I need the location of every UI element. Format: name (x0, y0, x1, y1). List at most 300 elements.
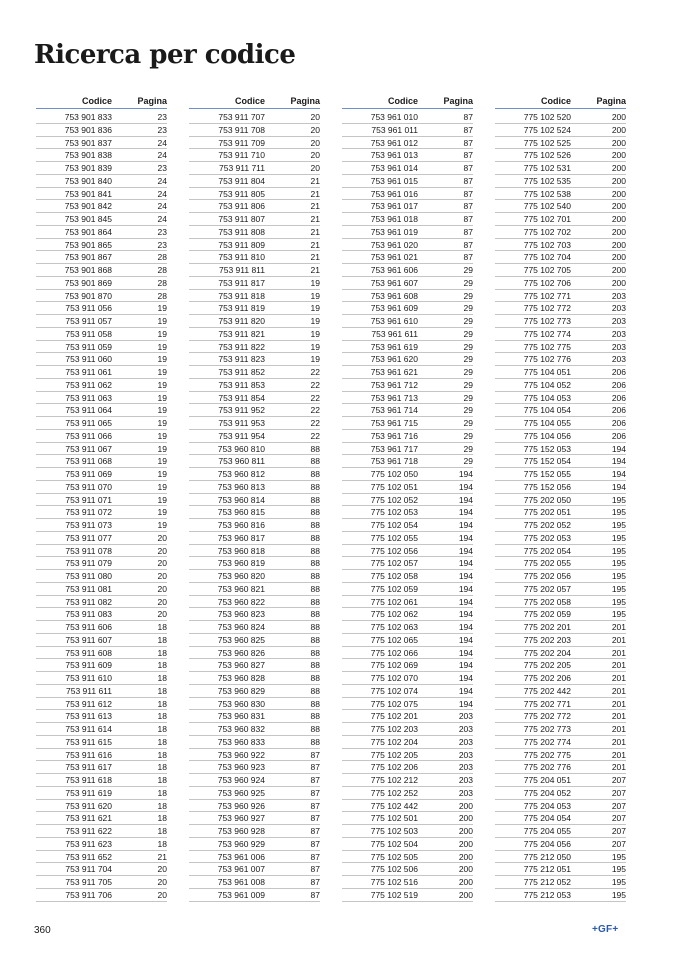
code-cell: 775 102 442 (370, 800, 418, 811)
page-cell: 29 (463, 316, 473, 326)
page-cell: 19 (157, 354, 167, 365)
code-cell: 775 102 066 (370, 647, 418, 658)
table-row (36, 596, 167, 609)
page-cell: 200 (611, 277, 626, 288)
table-row (36, 634, 167, 647)
table-row (36, 366, 167, 379)
page-cell: 203 (458, 749, 473, 760)
page-cell: 21 (310, 239, 320, 250)
page-cell: 20 (157, 532, 167, 543)
code-cell: 775 102 771 (523, 290, 571, 301)
page-cell: 206 (611, 379, 626, 390)
table-row (342, 200, 473, 213)
page-cell: 19 (157, 507, 167, 518)
code-cell: 753 960 827 (217, 660, 265, 671)
code-cell: 753 911 606 (65, 622, 112, 632)
code-cell: 775 212 052 (523, 877, 571, 887)
code-cell: 753 961 609 (370, 303, 418, 314)
page-cell: 207 (611, 826, 626, 836)
page-cell: 203 (611, 316, 626, 326)
code-cell: 753 960 922 (217, 749, 265, 760)
table-row (36, 532, 167, 545)
table-row (36, 251, 167, 264)
code-cell: 775 204 055 (523, 826, 571, 836)
code-cell: 753 911 806 (218, 201, 265, 212)
code-cell: 775 202 205 (523, 660, 571, 671)
code-cell: 753 911 066 (65, 430, 112, 441)
page-cell: 19 (157, 456, 167, 467)
page-cell: 18 (157, 826, 167, 836)
page-cell: 24 (157, 201, 167, 212)
page-cell: 194 (458, 622, 473, 632)
table-row (495, 621, 626, 634)
page-cell: 88 (310, 724, 320, 734)
code-cell: 753 961 607 (370, 277, 418, 288)
page-cell: 18 (157, 685, 167, 696)
table-row (495, 251, 626, 264)
code-cell: 753 911 059 (65, 341, 112, 352)
code-header: Codice (234, 96, 265, 106)
page-cell: 18 (157, 813, 167, 824)
code-cell: 753 961 011 (371, 124, 418, 135)
page-cell: 87 (310, 762, 320, 773)
code-cell: 753 961 006 (217, 851, 265, 862)
page-cell: 22 (310, 367, 320, 377)
table-row (36, 328, 167, 341)
table-row (495, 239, 626, 252)
table-row (495, 226, 626, 239)
page-cell: 88 (310, 622, 320, 632)
page-cell: 20 (157, 596, 167, 607)
page-cell: 194 (458, 507, 473, 518)
page-cell: 194 (458, 532, 473, 543)
page-cell: 18 (157, 800, 167, 811)
page-cell: 201 (611, 634, 626, 645)
page-cell: 19 (157, 481, 167, 492)
table-row (36, 175, 167, 188)
code-cell: 753 911 804 (218, 175, 265, 186)
code-cell: 753 960 829 (217, 685, 265, 696)
table-row (189, 774, 320, 787)
code-cell: 753 961 018 (370, 214, 418, 224)
page-cell: 195 (611, 571, 626, 581)
code-cell: 753 961 620 (370, 354, 418, 365)
table-row (189, 710, 320, 723)
page-cell: 194 (458, 583, 473, 594)
page-cell: 203 (611, 328, 626, 339)
page-cell: 203 (458, 724, 473, 734)
code-cell: 753 961 714 (370, 405, 418, 416)
page-cell: 29 (463, 405, 473, 416)
table-row (495, 468, 626, 481)
code-cell: 775 102 703 (523, 239, 571, 250)
page-cell: 19 (157, 379, 167, 390)
table-row (189, 315, 320, 328)
code-cell: 753 911 067 (65, 443, 112, 454)
code-cell: 775 102 075 (370, 698, 418, 709)
page-cell: 19 (310, 277, 320, 288)
code-cell: 775 102 520 (523, 112, 571, 122)
code-cell: 753 911 062 (65, 379, 112, 390)
table-row (36, 570, 167, 583)
page-cell: 88 (310, 736, 320, 747)
table-row (189, 876, 320, 889)
code-cell: 753 911 704 (65, 864, 112, 875)
table-row (342, 111, 473, 124)
table-row (36, 353, 167, 366)
table-row (495, 353, 626, 366)
code-cell: 775 104 052 (523, 379, 571, 390)
table-column-4 (495, 94, 626, 902)
page-cell: 24 (157, 137, 167, 148)
code-cell: 775 202 051 (523, 507, 571, 518)
table-row (36, 443, 167, 456)
table-row (495, 124, 626, 137)
code-cell: 753 901 841 (64, 188, 112, 199)
table-row (495, 570, 626, 583)
table-row (36, 698, 167, 711)
page-cell: 195 (611, 583, 626, 594)
table-row (189, 455, 320, 468)
page-header: Pagina (137, 96, 167, 106)
table-row (495, 672, 626, 685)
page-cell: 19 (310, 341, 320, 352)
page-cell: 87 (310, 864, 320, 875)
code-cell: 753 961 016 (370, 188, 418, 199)
code-cell: 775 102 054 (370, 520, 418, 530)
page-cell: 200 (611, 150, 626, 161)
code-cell: 753 911 623 (65, 838, 112, 849)
table-row (495, 545, 626, 558)
table-row (342, 353, 473, 366)
code-cell: 753 911 809 (218, 239, 265, 250)
table-row (495, 710, 626, 723)
code-cell: 753 960 815 (217, 507, 265, 518)
table-row (189, 162, 320, 175)
code-cell: 775 102 702 (523, 226, 571, 237)
code-cell: 775 102 252 (370, 787, 418, 798)
page-cell: 88 (310, 469, 320, 479)
page-cell: 87 (310, 889, 320, 900)
code-cell: 775 202 054 (523, 545, 571, 556)
code-cell: 753 961 013 (370, 150, 418, 161)
code-cell: 775 212 051 (523, 864, 571, 875)
page-cell: 200 (611, 226, 626, 237)
table-header (36, 94, 167, 109)
code-cell: 753 911 608 (65, 647, 112, 658)
code-cell: 753 960 832 (217, 724, 265, 734)
code-cell: 753 911 705 (65, 877, 112, 887)
page-cell: 88 (310, 494, 320, 505)
table-row (342, 749, 473, 762)
code-cell: 775 102 050 (370, 469, 418, 479)
table-row (36, 889, 167, 902)
table-row (342, 825, 473, 838)
code-cell: 775 102 773 (523, 316, 571, 326)
page-cell: 88 (310, 698, 320, 709)
code-cell: 753 960 927 (217, 813, 265, 824)
page-cell: 87 (310, 775, 320, 785)
code-cell: 775 102 062 (370, 609, 418, 620)
code-cell: 753 911 080 (65, 571, 112, 581)
page-cell: 201 (611, 698, 626, 709)
table-row (36, 863, 167, 876)
table-row (495, 863, 626, 876)
table-row (342, 188, 473, 201)
page-cell: 21 (310, 226, 320, 237)
page-cell: 203 (611, 354, 626, 365)
page-cell: 201 (611, 736, 626, 747)
page-cell: 87 (463, 239, 473, 250)
page-cell: 88 (310, 456, 320, 467)
table-row (189, 685, 320, 698)
table-row (495, 825, 626, 838)
page-cell: 19 (157, 405, 167, 416)
table-row (495, 290, 626, 303)
code-cell: 753 961 712 (370, 379, 418, 390)
table-row (36, 290, 167, 303)
table-row (495, 137, 626, 150)
page-cell: 22 (310, 418, 320, 428)
page-cell: 207 (611, 775, 626, 785)
table-row (495, 634, 626, 647)
page-cell: 201 (611, 660, 626, 671)
page-cell: 203 (611, 341, 626, 352)
table-row (495, 685, 626, 698)
code-cell: 775 202 773 (523, 724, 571, 734)
code-cell: 775 102 204 (370, 736, 418, 747)
code-cell: 775 212 053 (523, 889, 571, 900)
code-cell: 775 102 772 (523, 303, 571, 314)
table-row (36, 672, 167, 685)
code-cell: 753 901 837 (64, 137, 112, 148)
code-cell: 775 152 055 (523, 469, 571, 479)
table-row (189, 851, 320, 864)
page-cell: 29 (463, 277, 473, 288)
page-header: Pagina (443, 96, 473, 106)
code-cell: 753 901 836 (64, 124, 112, 135)
code-cell: 753 911 822 (218, 341, 265, 352)
table-row (342, 328, 473, 341)
page-cell: 20 (157, 889, 167, 900)
code-cell: 753 911 063 (65, 392, 112, 403)
code-cell: 753 911 706 (65, 889, 112, 900)
table-row (342, 545, 473, 558)
code-cell: 753 960 826 (217, 647, 265, 658)
page-cell: 201 (611, 673, 626, 683)
code-cell: 753 911 058 (65, 328, 112, 339)
code-cell: 753 911 060 (65, 354, 112, 365)
code-cell: 753 911 952 (218, 405, 265, 416)
table-row (189, 226, 320, 239)
table-row (189, 392, 320, 405)
page-cell: 20 (157, 571, 167, 581)
code-cell: 753 961 019 (370, 226, 418, 237)
table-row (189, 188, 320, 201)
code-cell: 753 911 064 (65, 405, 112, 416)
table-row (495, 277, 626, 290)
page-cell: 194 (458, 685, 473, 696)
page-cell: 200 (611, 265, 626, 275)
code-cell: 775 202 442 (523, 685, 571, 696)
table-row (36, 341, 167, 354)
page-cell: 195 (611, 851, 626, 862)
table-row (342, 710, 473, 723)
page-cell: 195 (611, 494, 626, 505)
page-cell: 24 (157, 188, 167, 199)
page-cell: 24 (157, 214, 167, 224)
table-row (36, 749, 167, 762)
code-cell: 753 901 833 (64, 112, 112, 122)
page-cell: 20 (310, 124, 320, 135)
page-cell: 18 (157, 724, 167, 734)
table-row (342, 430, 473, 443)
page-cell: 87 (463, 124, 473, 135)
code-cell: 753 911 077 (65, 532, 112, 543)
table-row (36, 468, 167, 481)
code-cell: 753 960 830 (217, 698, 265, 709)
code-cell: 753 911 079 (65, 558, 112, 569)
table-row (36, 647, 167, 660)
table-row (36, 302, 167, 315)
code-cell: 775 104 051 (523, 367, 571, 377)
table-row (189, 302, 320, 315)
table-row (342, 838, 473, 851)
code-cell: 775 102 701 (523, 214, 571, 224)
table-row (36, 239, 167, 252)
code-cell: 753 911 818 (218, 290, 265, 301)
table-row (495, 302, 626, 315)
table-row (495, 392, 626, 405)
code-cell: 753 901 867 (64, 252, 112, 263)
page-cell: 201 (611, 724, 626, 734)
table-row (36, 506, 167, 519)
page-cell: 206 (611, 430, 626, 441)
table-row (342, 596, 473, 609)
page-cell: 23 (157, 112, 167, 122)
page-cell: 18 (157, 622, 167, 632)
code-cell: 753 911 652 (65, 851, 112, 862)
code-cell: 753 960 819 (217, 558, 265, 569)
code-cell: 775 102 706 (523, 277, 571, 288)
table-rows (342, 111, 473, 902)
code-cell: 753 911 817 (218, 277, 265, 288)
table-row (36, 277, 167, 290)
code-cell: 775 102 058 (370, 571, 418, 581)
code-cell: 775 102 053 (370, 507, 418, 518)
page-cell: 87 (310, 838, 320, 849)
table-row (342, 494, 473, 507)
page-cell: 29 (463, 341, 473, 352)
page-cell: 21 (310, 175, 320, 186)
page-cell: 194 (611, 443, 626, 454)
page-cell: 22 (310, 430, 320, 441)
code-cell: 753 961 716 (370, 430, 418, 441)
code-cell: 753 961 012 (370, 137, 418, 148)
page-cell: 19 (157, 341, 167, 352)
table-row (189, 277, 320, 290)
table-row (189, 379, 320, 392)
page-cell: 29 (463, 290, 473, 301)
code-cell: 775 202 201 (523, 622, 571, 632)
page-cell: 206 (611, 405, 626, 416)
page-cell: 19 (157, 328, 167, 339)
table-row (36, 404, 167, 417)
table-row (342, 736, 473, 749)
table-row (342, 315, 473, 328)
table-rows (36, 111, 167, 902)
code-header: Codice (540, 96, 571, 106)
code-cell: 753 911 613 (65, 711, 112, 722)
code-cell: 775 152 053 (523, 443, 571, 454)
code-cell: 753 911 061 (65, 367, 112, 377)
code-cell: 775 102 504 (370, 838, 418, 849)
table-row (342, 137, 473, 150)
page-cell: 203 (611, 303, 626, 314)
page-cell: 195 (611, 532, 626, 543)
table-row (495, 264, 626, 277)
code-cell: 753 901 864 (64, 226, 112, 237)
page-cell: 88 (310, 520, 320, 530)
page-cell: 29 (463, 367, 473, 377)
table-row (342, 341, 473, 354)
code-cell: 753 911 610 (65, 673, 112, 683)
table-row (189, 889, 320, 902)
code-cell: 775 104 056 (523, 430, 571, 441)
code-cell: 775 102 065 (370, 634, 418, 645)
table-row (495, 213, 626, 226)
page-cell: 29 (463, 303, 473, 314)
table-row (342, 290, 473, 303)
code-cell: 753 960 925 (217, 787, 265, 798)
table-row (189, 200, 320, 213)
table-row (36, 455, 167, 468)
page-cell: 21 (310, 214, 320, 224)
page-cell: 207 (611, 800, 626, 811)
page-cell: 19 (157, 418, 167, 428)
table-row (342, 251, 473, 264)
page-cell: 194 (458, 698, 473, 709)
page-cell: 18 (157, 787, 167, 798)
code-header: Codice (387, 96, 418, 106)
code-cell: 753 960 813 (217, 481, 265, 492)
code-cell: 753 961 008 (217, 877, 265, 887)
table-row (189, 366, 320, 379)
code-cell: 753 911 620 (65, 800, 112, 811)
page-cell: 28 (157, 265, 167, 275)
code-cell: 775 202 057 (523, 583, 571, 594)
page-cell: 28 (157, 252, 167, 263)
table-row (342, 277, 473, 290)
page-cell: 200 (458, 838, 473, 849)
code-cell: 775 204 053 (523, 800, 571, 811)
table-row (36, 264, 167, 277)
table-row (342, 621, 473, 634)
table-row (36, 800, 167, 813)
page-cell: 87 (310, 800, 320, 811)
code-cell: 753 961 611 (371, 328, 418, 339)
table-row (189, 787, 320, 800)
page-cell: 87 (463, 137, 473, 148)
table-row (342, 583, 473, 596)
table-row (342, 698, 473, 711)
page-cell: 29 (463, 265, 473, 275)
table-row (495, 315, 626, 328)
table-row (495, 481, 626, 494)
table-row (36, 149, 167, 162)
table-row (342, 455, 473, 468)
page-cell: 206 (611, 418, 626, 428)
